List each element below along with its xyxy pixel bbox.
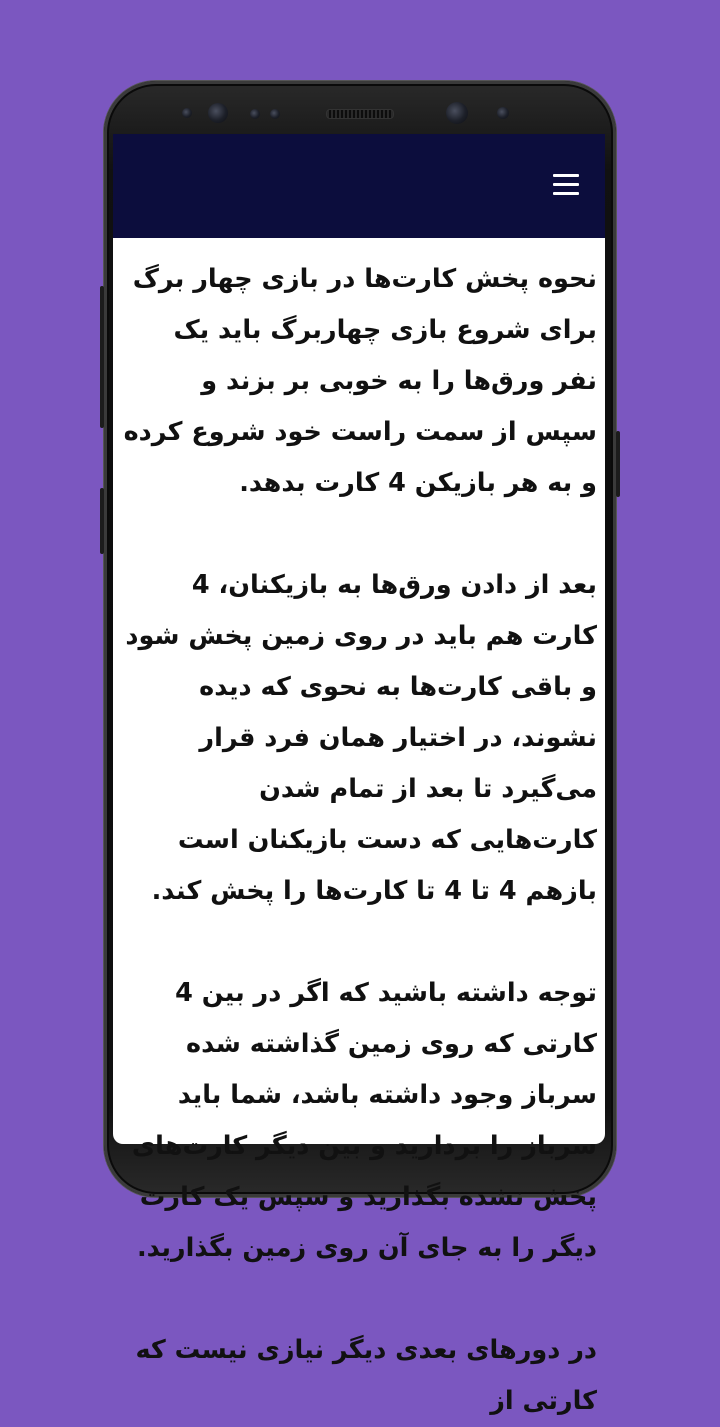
phone-bixby-button	[100, 488, 104, 554]
phone-power-button	[616, 431, 620, 497]
menu-bar	[553, 183, 579, 186]
paragraph-spacer	[123, 509, 597, 560]
article-content[interactable]	[113, 238, 605, 1427]
app-toolbar	[113, 134, 605, 238]
front-camera	[446, 102, 468, 124]
paragraph-spacer	[123, 1274, 597, 1325]
hamburger-menu-icon[interactable]	[553, 174, 579, 198]
app-screen	[113, 134, 605, 1416]
earpiece-speaker	[326, 109, 394, 119]
article-paragraph: برای شروع بازی چهاربرگ باید یک نفر ورق‌ها را به خوبی بر بزند و سپس از سمت راست خود شروع کرده و به هر بازیکن 4 کارت بدهد.	[123, 315, 597, 498]
article-paragraph: بعد از دادن ورق‌ها به بازیکنان، 4 کارت هم باید در روی زمین پخش شود و باقی کارت‌ها به نحوی که دیده نشوند، در اختیار همان فرد قرار می‌گیرد تا بعد از تمام شدن کارت‌هایی که دست بازیکنان است بازهم 4 تا 4 تا کارت‌ها را پخش کند.	[125, 570, 597, 906]
article-title: نحوه پخش کارت‌ها در بازی چهار برگ	[132, 264, 597, 294]
iris-sensor	[208, 103, 228, 123]
phone-frame	[104, 81, 616, 1416]
light-sensor	[250, 109, 260, 119]
menu-bar	[553, 174, 579, 177]
article-paragraph: توجه داشته باشید که اگر در بین 4 کارتی که روی زمین گذاشته شده سرباز وجود داشته باشد، شما باید سرباز را بردارید و بین دیگر کارت‌های پخش نشده بگذارید و سپس یک کارت دیگر را به جای آن روی زمین بگذارید.	[131, 978, 597, 1263]
proximity-sensor	[182, 108, 192, 118]
menu-bar	[553, 192, 579, 195]
iris-camera	[497, 107, 509, 119]
article-paragraph: در دورهای بعدی دیگر نیازی نیست که کارتی از	[135, 1335, 597, 1416]
phone-volume-button	[100, 286, 104, 428]
paragraph-spacer	[123, 917, 597, 968]
light-sensor-2	[270, 109, 280, 119]
